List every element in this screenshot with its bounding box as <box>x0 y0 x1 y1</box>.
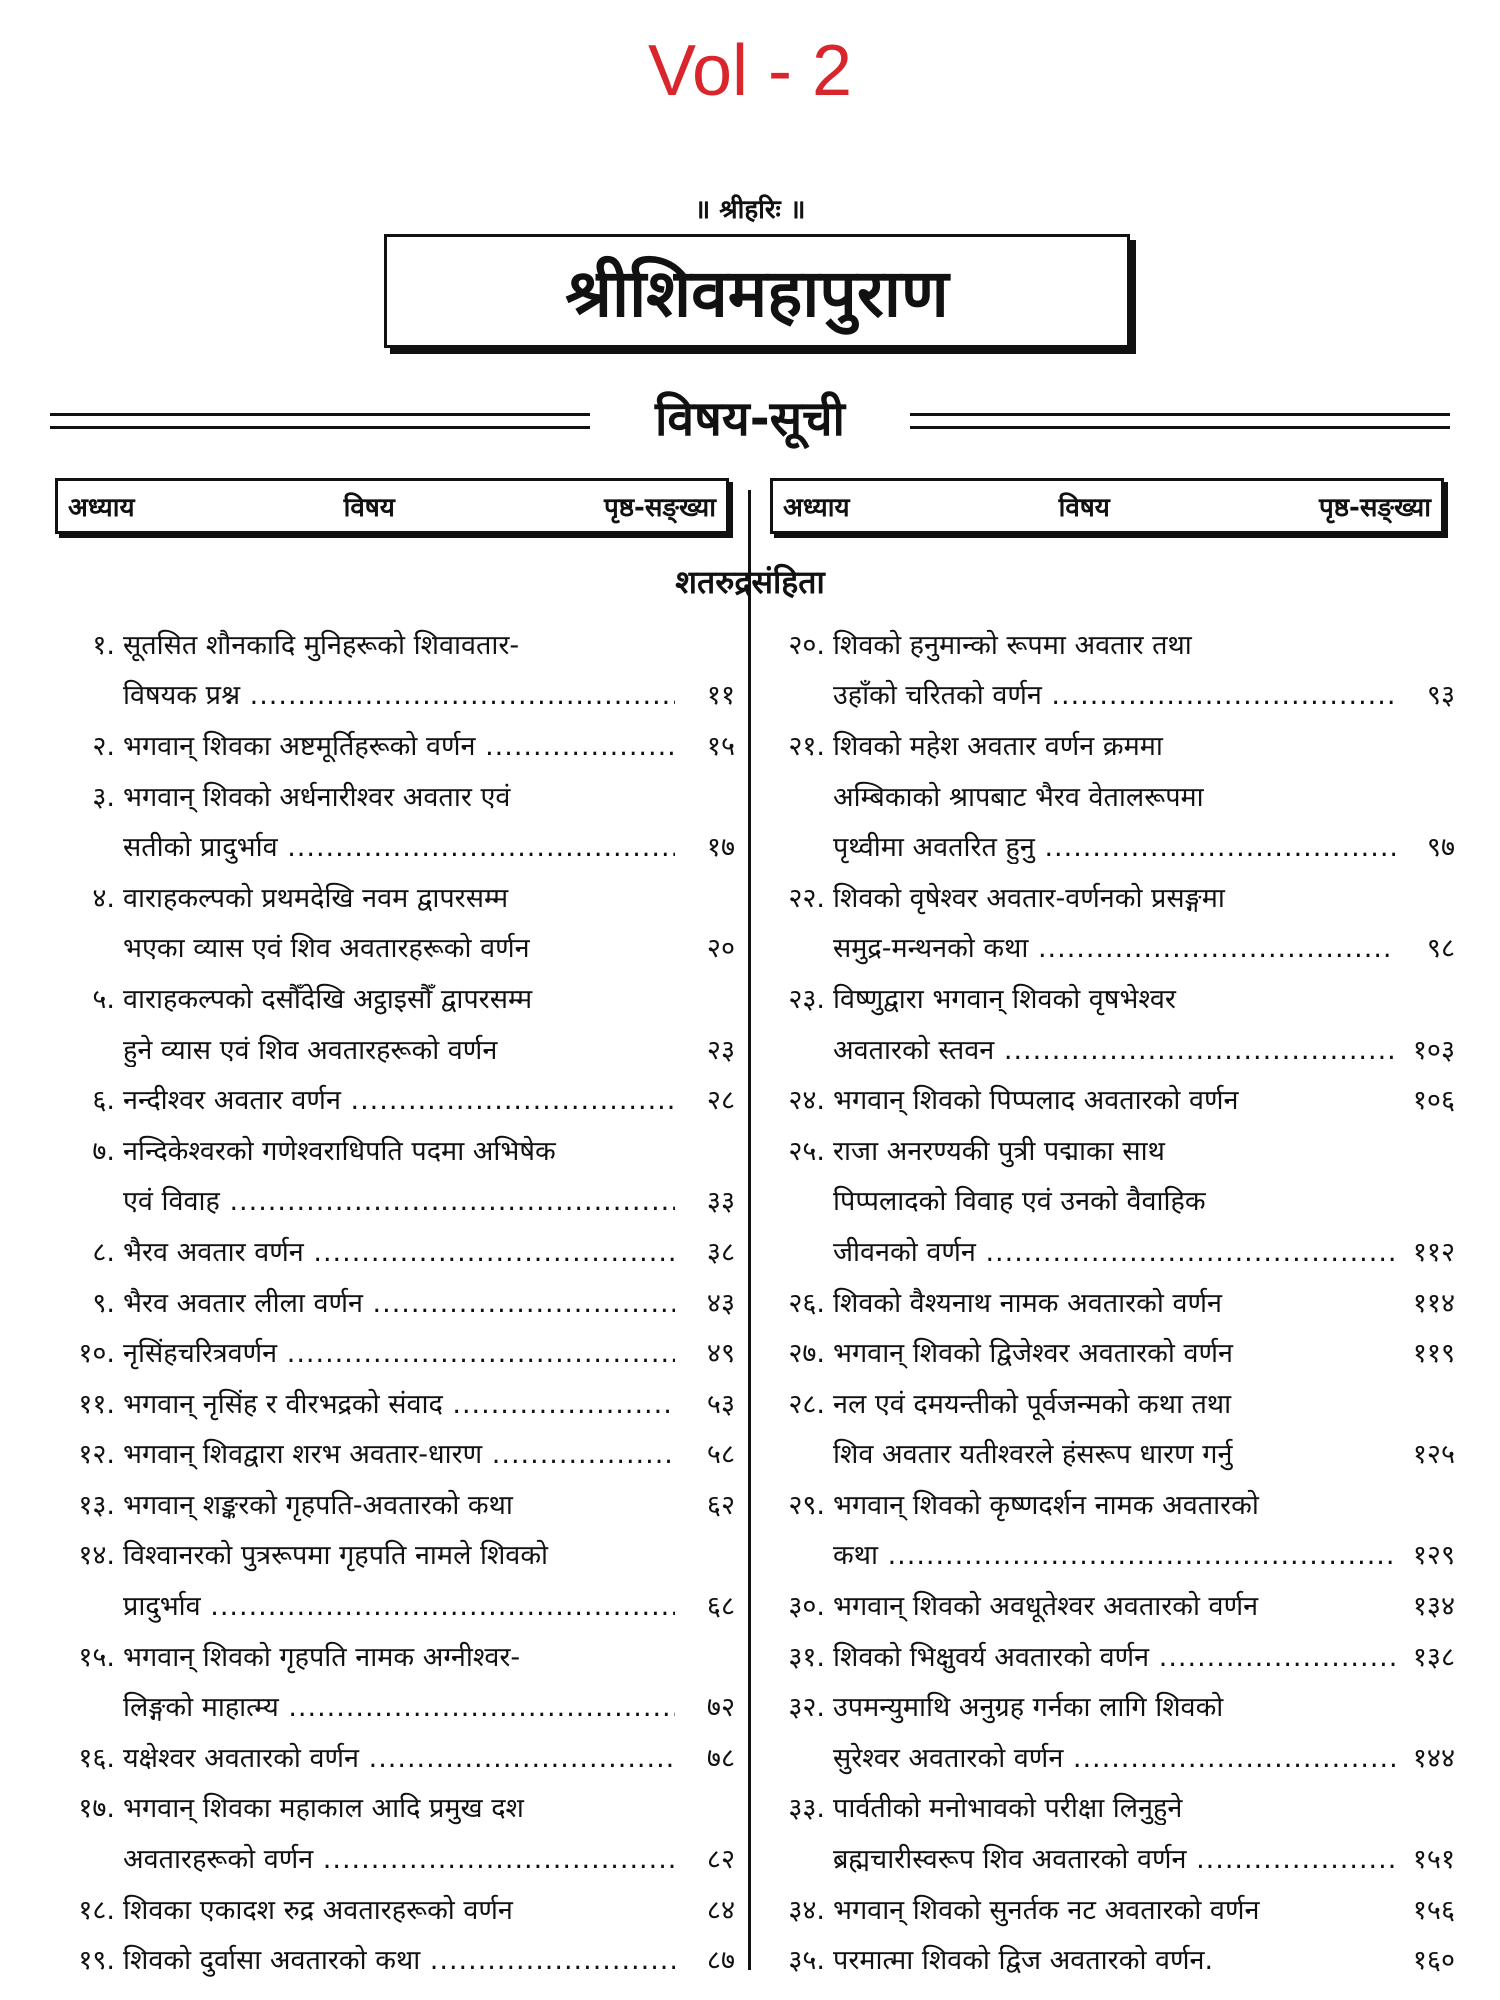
chapter-number: १२. <box>78 1439 115 1471</box>
chapter-number: ६. <box>92 1085 115 1117</box>
toc-entry <box>55 1680 735 1731</box>
chapter-title: विषयक प्रश्न ..... <box>55 675 675 712</box>
toc-entry <box>765 669 1455 720</box>
chapter-title: भगवान् शिवको सुनर्तक नट अवतारको वर्णन <box>833 1894 1260 1926</box>
chapter-number: ३२. <box>788 1692 825 1724</box>
toc-entry <box>55 1933 735 1984</box>
toc-entry <box>765 1630 1455 1681</box>
chapter-title: शिवको हनुमान्को रूपमा अवतार तथा <box>833 629 1192 661</box>
toc-entry <box>55 1175 735 1226</box>
chapter-title: शिवको दुर्वासा अवतारको कथा ..... <box>115 1940 675 1977</box>
toc-entry <box>55 972 735 1023</box>
chapter-number: १९. <box>78 1945 115 1977</box>
toc-entry <box>55 1225 735 1276</box>
column-page: पृष्ठ-सङ्ख्या <box>1318 493 1431 523</box>
chapter-title: शिवको वृषेश्वर अवतार-वर्णनको प्रसङ्गमा <box>833 882 1225 914</box>
chapter-title: अम्बिकाको श्रापबाट भैरव वेतालरूपमा <box>833 781 1204 813</box>
chapter-number: २४. <box>788 1085 825 1117</box>
chapter-title: भगवान् नृसिंह र वीरभद्रको संवाद ..... <box>115 1384 675 1421</box>
page-number: १०६ <box>1412 1085 1455 1117</box>
toc-entry <box>55 719 735 770</box>
chapter-title: वाराहकल्पको प्रथमदेखि नवम द्वापरसम्म <box>123 882 509 914</box>
chapter-number: २९. <box>788 1489 825 1521</box>
page-number: ७२ <box>706 1692 735 1724</box>
page-number: ४९ <box>706 1338 735 1370</box>
chapter-title: सूतसित शौनकादि मुनिहरूको शिवावतार- <box>123 629 520 661</box>
toc-entry <box>765 1478 1455 1529</box>
chapter-title: भगवान् शिवको पिप्पलाद अवतारको वर्णन <box>833 1085 1239 1117</box>
chapter-number: ७. <box>92 1135 115 1167</box>
toc-entry <box>765 1326 1455 1377</box>
chapter-title: यक्षेश्वर अवतारको वर्णन ..... <box>115 1738 675 1775</box>
toc-entry <box>765 1073 1455 1124</box>
chapter-title: समुद्र-मन्थनको कथा ..... <box>765 928 1395 965</box>
book-title-box <box>384 234 1130 348</box>
toc-entry <box>55 820 735 871</box>
chapter-number: ३५. <box>788 1945 825 1977</box>
toc-entry <box>55 1073 735 1124</box>
toc-entry <box>55 1326 735 1377</box>
toc-entry <box>55 1124 735 1175</box>
toc-entry <box>765 1276 1455 1327</box>
page-number: १५६ <box>1412 1894 1455 1926</box>
page-number: ८७ <box>706 1945 735 1977</box>
chapter-title: कथा ..... <box>765 1535 1395 1572</box>
chapter-number: २७. <box>788 1338 825 1370</box>
toc-entry <box>765 1731 1455 1782</box>
column-subject: विषय <box>1058 493 1110 523</box>
page-number: ५३ <box>706 1388 735 1420</box>
toc-entry <box>765 1933 1455 1984</box>
toc-entry <box>765 1782 1455 1833</box>
chapter-title: अवतारहरूको वर्णन ..... <box>55 1839 675 1876</box>
chapter-title: परमात्मा शिवको द्विज अवतारको वर्णन. <box>833 1945 1214 1977</box>
chapter-title: भगवान् शिवको कृष्णदर्शन नामक अवतारको <box>833 1489 1259 1521</box>
toc-entry <box>55 1782 735 1833</box>
toc-entry <box>765 1883 1455 1934</box>
page-number: २० <box>706 933 735 965</box>
toc-entry <box>765 820 1455 871</box>
chapter-title: लिङ्गको माहात्म्य ..... <box>55 1687 675 1724</box>
chapter-title: शिवको वैश्यनाथ नामक अवतारको वर्णन <box>833 1287 1222 1319</box>
page-number: ११ <box>706 680 735 712</box>
chapter-number: ९. <box>92 1287 115 1319</box>
toc-entry <box>765 1680 1455 1731</box>
toc-entry <box>765 1377 1455 1428</box>
chapter-title: विष्णुद्वारा भगवान् शिवको वृषभेश्वर <box>833 983 1176 1015</box>
column-chapter: अध्याय <box>68 493 135 523</box>
chapter-number: २५. <box>788 1135 825 1167</box>
toc-entry <box>55 1377 735 1428</box>
toc-entry <box>55 922 735 973</box>
chapter-title: भगवान् शिवद्वारा शरभ अवतार-धारण ..... <box>115 1434 675 1471</box>
page-number: ९७ <box>1426 832 1455 864</box>
toc-entry <box>765 1529 1455 1580</box>
page-number: १३८ <box>1412 1641 1455 1673</box>
chapter-number: २. <box>92 730 115 762</box>
page-number: १४४ <box>1412 1742 1455 1774</box>
chapter-number: २०. <box>788 629 825 661</box>
chapter-number: ५. <box>92 983 115 1015</box>
chapter-title: प्रादुर्भाव ..... <box>55 1586 675 1623</box>
toc-entry <box>765 1579 1455 1630</box>
toc-entry <box>55 871 735 922</box>
chapter-number: २३. <box>788 983 825 1015</box>
page-number: ३८ <box>706 1236 735 1268</box>
toc-entry <box>765 719 1455 770</box>
page-number: ९८ <box>1426 933 1455 965</box>
column-divider <box>748 490 751 1970</box>
chapter-title: ब्रह्मचारीस्वरूप शिव अवतारको वर्णन ..... <box>765 1839 1395 1876</box>
chapter-title: पिप्पलादको विवाह एवं उनको वैवाहिक <box>833 1186 1206 1218</box>
toc-title: विषय-सूची <box>655 391 845 447</box>
chapter-number: ३०. <box>788 1591 825 1623</box>
toc-entry <box>55 1832 735 1883</box>
chapter-title: शिवको महेश अवतार वर्णन क्रममा <box>833 730 1163 762</box>
chapter-number: २२. <box>788 882 825 914</box>
toc-entry <box>55 618 735 669</box>
chapter-number: २८. <box>788 1388 825 1420</box>
chapter-title: पार्वतीको मनोभावको परीक्षा लिनुहुने <box>833 1793 1183 1825</box>
toc-entry <box>55 669 735 720</box>
toc-entry <box>765 972 1455 1023</box>
chapter-number: २१. <box>788 730 825 762</box>
section-title: शतरुद्रसंहिता <box>675 563 825 601</box>
chapter-number: ४. <box>92 882 115 914</box>
toc-entry <box>765 1023 1455 1074</box>
chapter-title: भगवान् शङ्करको गृहपति-अवतारको कथा <box>123 1489 513 1521</box>
toc-entry <box>765 1225 1455 1276</box>
column-subject: विषय <box>343 493 395 523</box>
chapter-title: भगवान् शिवको गृहपति नामक अग्नीश्वर- <box>123 1641 521 1673</box>
column-chapter: अध्याय <box>783 493 850 523</box>
chapter-title: भएका व्यास एवं शिव अवतारहरूको वर्णन <box>123 933 530 965</box>
chapter-number: १४. <box>78 1540 115 1572</box>
toc-entry <box>765 1428 1455 1479</box>
page-number: ४३ <box>706 1287 735 1319</box>
toc-entry <box>765 770 1455 821</box>
page-number: २३ <box>706 1034 735 1066</box>
chapter-number: १०. <box>78 1338 115 1370</box>
page-number: १५ <box>706 730 735 762</box>
book-title: श्रीशिवमहापुराण <box>565 255 949 332</box>
chapter-title: शिव अवतार यतीश्वरले हंसरूप धारण गर्नु <box>833 1439 1233 1471</box>
chapter-number: १८. <box>78 1894 115 1926</box>
column-page: पृष्ठ-सङ्ख्या <box>603 493 716 523</box>
toc-entry <box>55 1428 735 1479</box>
chapter-title: अवतारको स्तवन ..... <box>765 1030 1395 1067</box>
chapter-title: भगवान् शिवको अर्धनारीश्वर अवतार एवं <box>123 781 511 813</box>
chapter-title: वाराहकल्पको दसौँदेखि अट्ठाइसौँ द्वापरसम्म <box>123 983 533 1015</box>
invocation: ॥ श्रीहरिः ॥ <box>694 195 806 225</box>
toc-entry <box>765 1124 1455 1175</box>
chapter-title: नन्दीश्वर अवतार वर्णन ..... <box>115 1080 675 1117</box>
page-number: १३४ <box>1412 1591 1455 1623</box>
toc-entry <box>55 1883 735 1934</box>
chapter-title: विश्वानरको पुत्ररूपमा गृहपति नामले शिवको <box>123 1540 549 1572</box>
chapter-number: ११. <box>78 1388 115 1420</box>
chapter-number: ३. <box>92 781 115 813</box>
toc-entry <box>765 1175 1455 1226</box>
page-number: १२५ <box>1412 1439 1455 1471</box>
page-number: २८ <box>706 1085 735 1117</box>
toc-heading <box>50 385 1450 455</box>
toc-right-column <box>765 618 1455 1984</box>
chapter-number: २६. <box>788 1287 825 1319</box>
page-number: १५१ <box>1412 1844 1455 1876</box>
chapter-number: १६. <box>78 1742 115 1774</box>
page-number: १२९ <box>1412 1540 1455 1572</box>
chapter-title: पृथ्वीमा अवतरित हुनु ..... <box>765 827 1395 864</box>
page-number: ७८ <box>706 1742 735 1774</box>
chapter-number: ३१. <box>788 1641 825 1673</box>
page-number: ८२ <box>706 1844 735 1876</box>
toc-entry <box>765 618 1455 669</box>
toc-entry <box>765 922 1455 973</box>
chapter-number: १७. <box>78 1793 115 1825</box>
toc-entry <box>765 1832 1455 1883</box>
chapter-number: ८. <box>92 1236 115 1268</box>
page-number: ५८ <box>706 1439 735 1471</box>
page-number: ३३ <box>706 1186 735 1218</box>
chapter-title: नन्दिकेश्वरको गणेश्वराधिपति पदमा अभिषेक <box>123 1135 556 1167</box>
page-number: ९३ <box>1426 680 1455 712</box>
chapter-title: उपमन्युमाथि अनुग्रह गर्नका लागि शिवको <box>833 1692 1224 1724</box>
chapter-title: हुने व्यास एवं शिव अवतारहरूको वर्णन <box>123 1034 498 1066</box>
chapter-title: उहाँको चरितको वर्णन ..... <box>765 675 1395 712</box>
column-header-left <box>55 478 729 534</box>
chapter-number: ३३. <box>788 1793 825 1825</box>
page-number: ८४ <box>706 1894 735 1926</box>
chapter-title: भैरव अवतार वर्णन ..... <box>115 1232 675 1269</box>
toc-entry <box>55 1731 735 1782</box>
page-number: १७ <box>706 832 735 864</box>
chapter-number: ३४. <box>788 1894 825 1926</box>
page-number: १६० <box>1412 1945 1455 1977</box>
chapter-title: नृसिंहचरित्रवर्णन ..... <box>115 1333 675 1370</box>
toc-entry <box>55 770 735 821</box>
toc-left-column <box>55 618 735 1984</box>
page-number: ११९ <box>1412 1338 1455 1370</box>
chapter-number: १. <box>92 629 115 661</box>
toc-entry <box>55 1276 735 1327</box>
toc-entry <box>55 1023 735 1074</box>
chapter-title: एवं विवाह ..... <box>55 1181 675 1218</box>
page-number: ११४ <box>1412 1287 1455 1319</box>
toc-entry <box>55 1630 735 1681</box>
chapter-title: भैरव अवतार लीला वर्णन ..... <box>115 1283 675 1320</box>
chapter-title: शिवको भिक्षुवर्य अवतारको वर्णन ..... <box>825 1637 1395 1674</box>
volume-label: Vol - 2 <box>647 31 853 111</box>
column-header-right <box>770 478 1444 534</box>
chapter-number: १३. <box>78 1489 115 1521</box>
page-number: ६२ <box>706 1489 735 1521</box>
page-number: ११२ <box>1412 1236 1455 1268</box>
chapter-title: भगवान् शिवको द्विजेश्वर अवतारको वर्णन <box>833 1338 1233 1370</box>
chapter-title: भगवान् शिवको अवधूतेश्वर अवतारको वर्णन <box>833 1591 1259 1623</box>
chapter-number: १५. <box>78 1641 115 1673</box>
toc-entry <box>55 1478 735 1529</box>
toc-entry <box>55 1579 735 1630</box>
chapter-title: सतीको प्रादुर्भाव ..... <box>55 827 675 864</box>
chapter-title: नल एवं दमयन्तीको पूर्वजन्मको कथा तथा <box>833 1388 1232 1420</box>
chapter-title: सुरेश्वर अवतारको वर्णन ..... <box>765 1738 1395 1775</box>
chapter-title: राजा अनरण्यकी पुत्री पद्माका साथ <box>833 1135 1165 1167</box>
page-number: ६८ <box>706 1591 735 1623</box>
chapter-title: भगवान् शिवका महाकाल आदि प्रमुख दश <box>123 1793 524 1825</box>
chapter-title: शिवका एकादश रुद्र अवतारहरूको वर्णन <box>123 1894 513 1926</box>
chapter-title: जीवनको वर्णन ..... <box>765 1232 1395 1269</box>
toc-entry <box>765 871 1455 922</box>
toc-entry <box>55 1529 735 1580</box>
chapter-title: भगवान् शिवका अष्टमूर्तिहरूको वर्णन ..... <box>115 726 675 763</box>
page-number: १०३ <box>1412 1034 1455 1066</box>
